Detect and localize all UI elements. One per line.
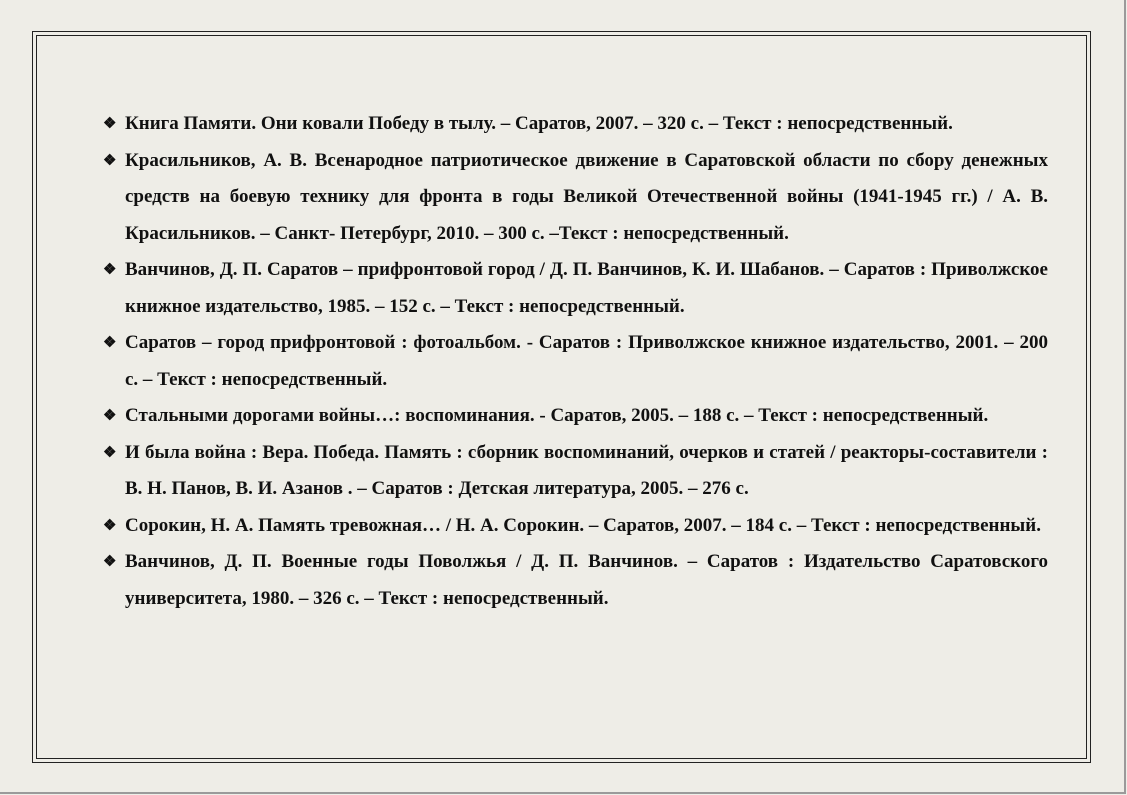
bibliography-entry [100,435,1048,508]
bibliography-entry [100,325,1048,398]
bibliography-entry-text: Стальными дорогами войны…: воспоминания. - Саратов, 2005. – 188 с. – Текст : непосредственный. [125,405,989,426]
bibliography-entry [100,398,1048,435]
bibliography-entry-text: Ванчинов, Д. П. Военные годы Поволжья / Д. П. Ванчинов. – Саратов : Издательство Саратовского университета, 1980. – 326 с. – Текст : непосредственный. [125,551,1048,609]
bibliography-entry-text: Красильников, А. В. Всенародное патриотическое движение в Саратовской области по сбору денежных средств на боевую технику для фронта в годы Великой Отечественной войны (1941-1945 гг.) / А. В. Красильников. – Санкт- Петербург, 2010. – 300 с. –Текст : непосредственный. [125,149,1048,244]
diamond-bullet-icon: ❖ [103,517,117,534]
diamond-bullet-icon: ❖ [103,152,117,169]
bibliography-entry [100,252,1048,325]
bibliography-entry-text: Ванчинов, Д. П. Саратов – прифронтовой город / Д. П. Ванчинов, К. И. Шабанов. – Саратов : Приволжское книжное издательство, 1985. – 152 с. – Текст : непосредственный. [125,259,1048,317]
diamond-bullet-icon: ❖ [103,116,117,132]
bibliography-list [100,106,1048,617]
bibliography-entry-text: Книга Памяти. Они ковали Победу в тылу. – Саратов, 2007. – 320 с. – Текст : непосредственный. [125,113,953,134]
bibliography-entry [100,508,1048,545]
bibliography-entry [100,143,1048,253]
bibliography-entry-text: Сорокин, Н. А. Память тревожная… / Н. А. Сорокин. – Саратов, 2007. – 184 с. – Текст : непосредственный. [125,514,1041,536]
diamond-bullet-icon: ❖ [103,444,117,461]
bibliography-entry [100,106,1048,143]
diamond-bullet-icon: ❖ [103,335,117,351]
diamond-bullet-icon: ❖ [103,262,117,278]
bibliography-entry-text: И была война : Вера. Победа. Память : сборник воспоминаний, очерков и статей / реакторы-составители : В. Н. Панов, В. И. Азанов . – Саратов : Детская литература, 2005. – 276 с. [125,441,1048,499]
bibliography-entry [100,544,1048,617]
diamond-bullet-icon: ❖ [103,408,117,424]
diamond-bullet-icon: ❖ [103,554,117,570]
bibliography-entry-text: Саратов – город прифронтовой : фотоальбом. - Саратов : Приволжское книжное издательство, 2001. – 200 с. – Текст : непосредственный. [125,332,1048,390]
